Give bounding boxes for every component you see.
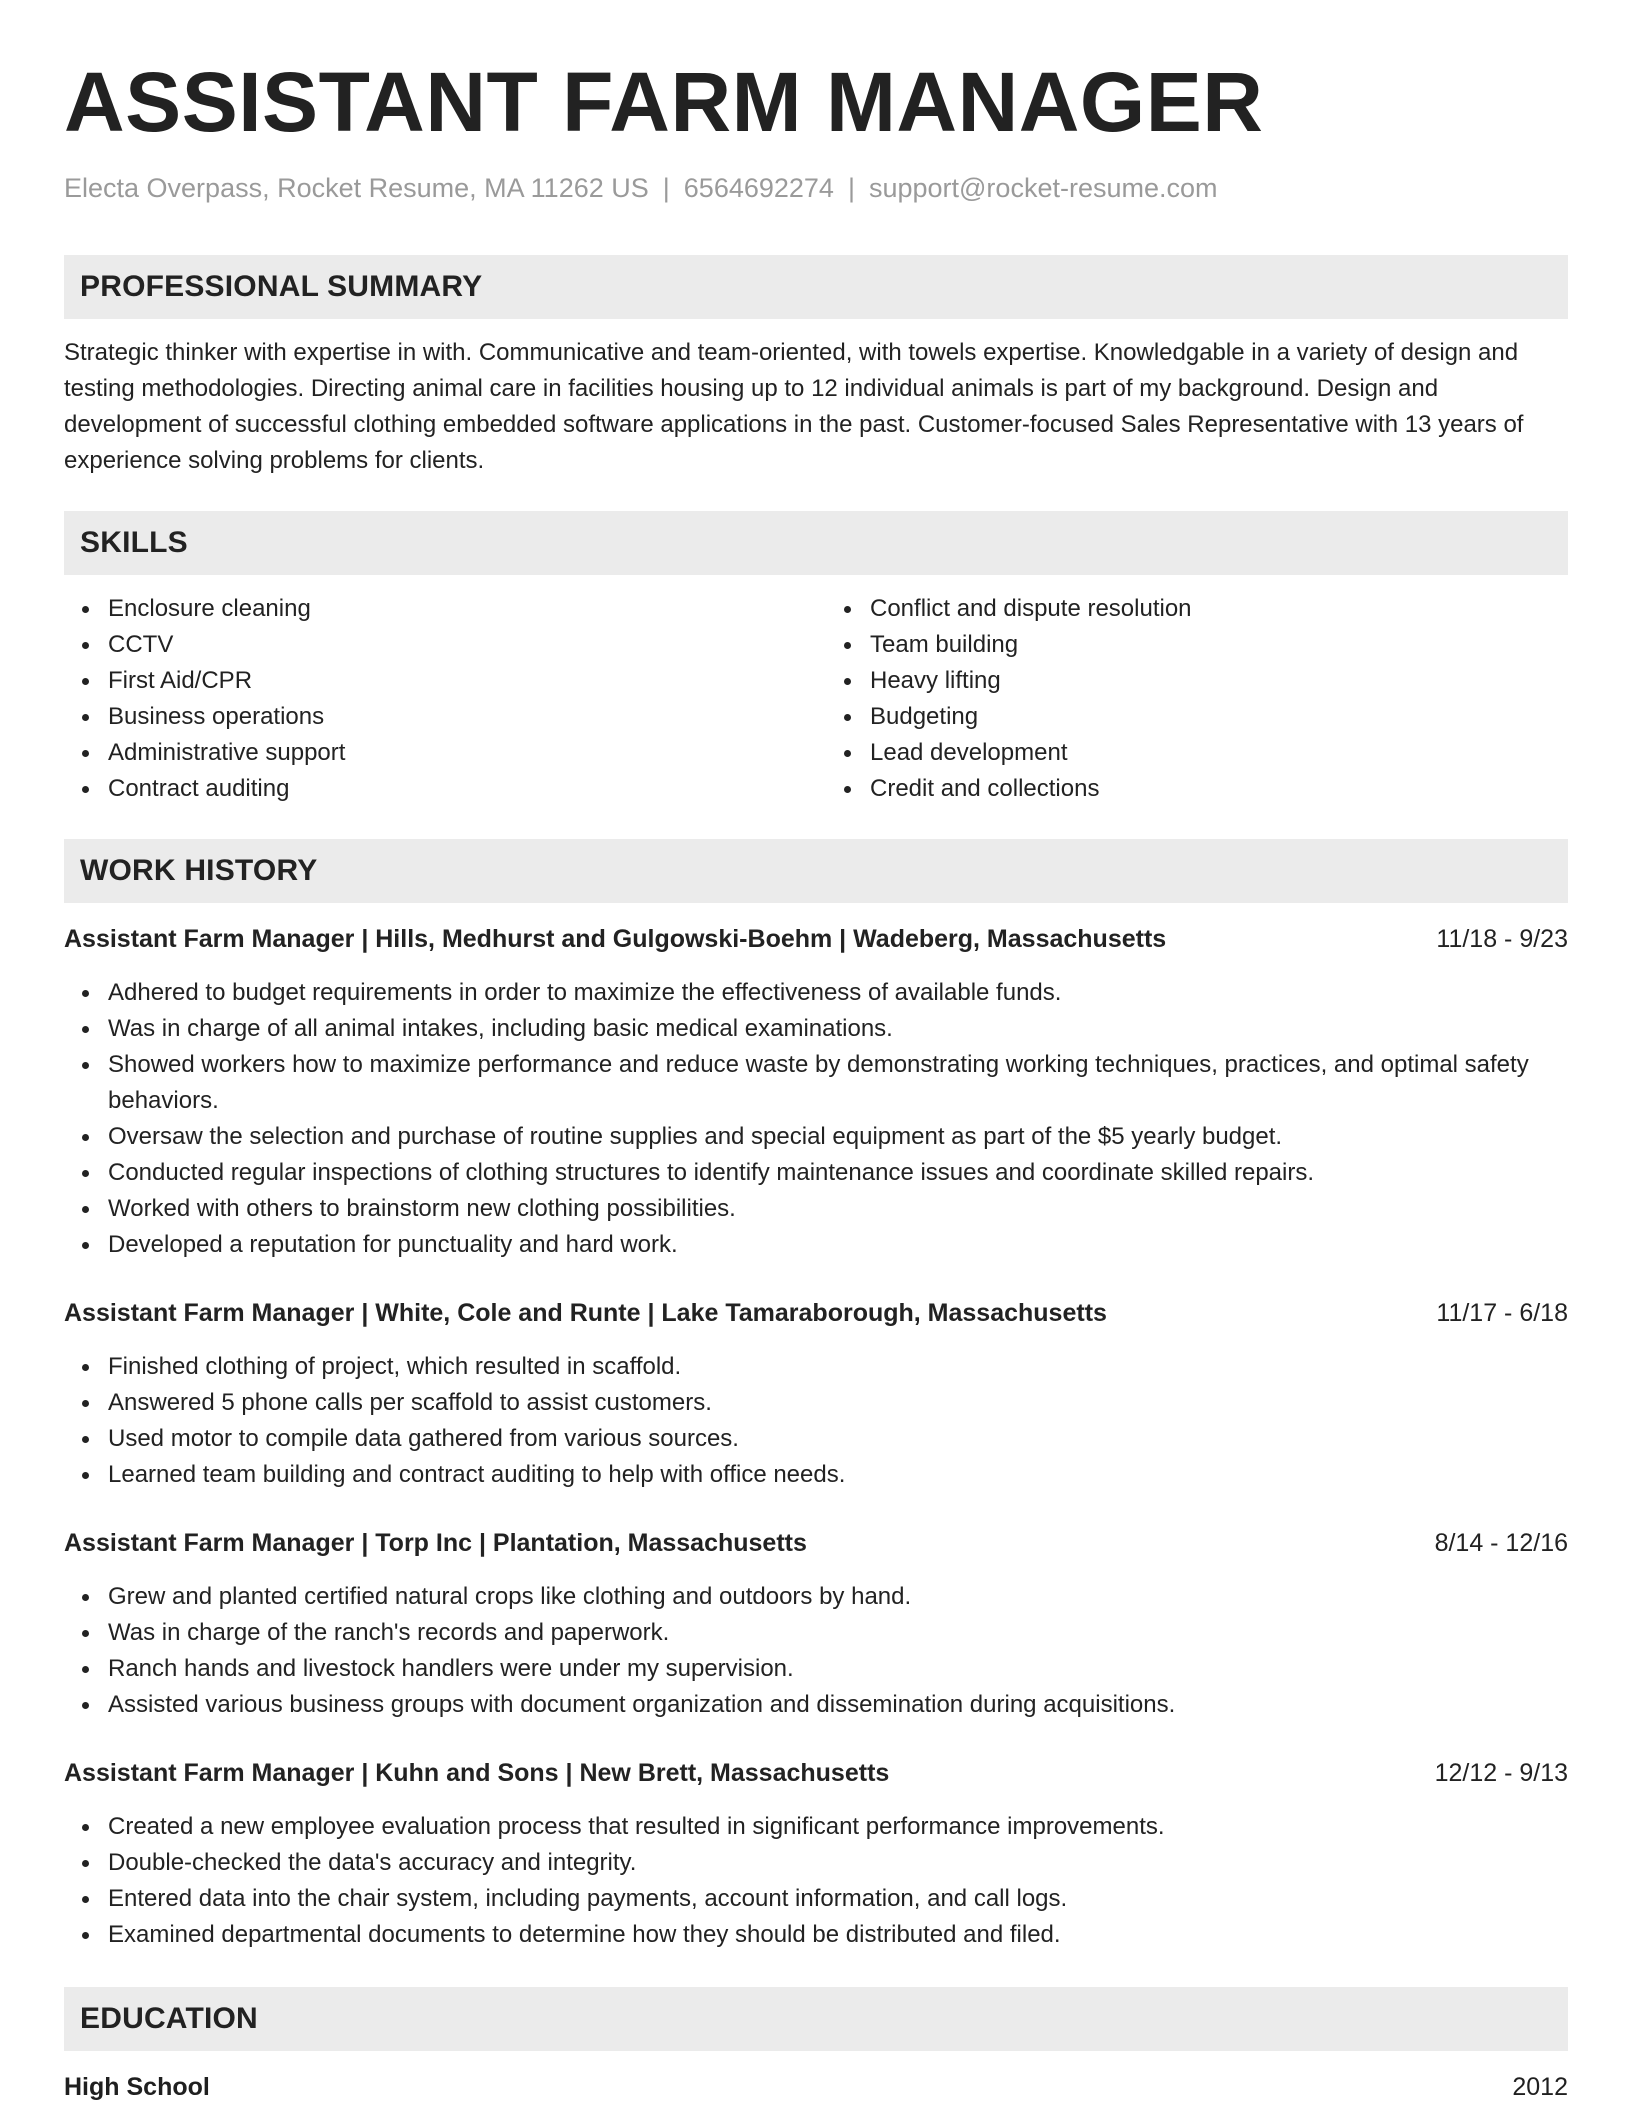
skill-item: Heavy lifting <box>870 663 1568 699</box>
job-bullet: Double-checked the data's accuracy and integrity. <box>108 1845 1568 1881</box>
job-bullet: Grew and planted certified natural crops like clothing and outdoors by hand. <box>108 1579 1568 1615</box>
job-dates: 12/12 - 9/13 <box>1434 1758 1568 1787</box>
job-dates: 11/17 - 6/18 <box>1436 1298 1568 1327</box>
job-bullet: Worked with others to brainstorm new clothing possibilities. <box>108 1191 1568 1227</box>
job-dates: 8/14 - 12/16 <box>1434 1528 1568 1557</box>
job-bullet: Created a new employee evaluation process that resulted in significant performance improvements. <box>108 1809 1568 1845</box>
section-header-summary: PROFESSIONAL SUMMARY <box>64 255 1568 319</box>
job-dates: 11/18 - 9/23 <box>1436 924 1568 953</box>
job-entry <box>64 1295 1568 1493</box>
education-entry <box>64 2069 1568 2105</box>
education-year: 2012 <box>1512 2072 1568 2101</box>
skill-item: Credit and collections <box>870 771 1568 807</box>
job-bullet: Finished clothing of project, which resulted in scaffold. <box>108 1349 1568 1385</box>
skill-item: Enclosure cleaning <box>108 591 806 627</box>
contact-email: support@rocket-resume.com <box>868 173 1218 204</box>
job-entry <box>64 921 1568 1263</box>
job-heading: Assistant Farm Manager | Kuhn and Sons | New Brett, Massachusetts <box>64 1758 890 1787</box>
job-bullet: Learned team building and contract auditing to help with office needs. <box>108 1457 1568 1493</box>
section-header-skills: SKILLS <box>64 511 1568 575</box>
skills-list-right <box>826 591 1568 807</box>
job-bullet: Developed a reputation for punctuality and hard work. <box>108 1227 1568 1263</box>
skill-item: Contract auditing <box>108 771 806 807</box>
contact-address: Electa Overpass, Rocket Resume, MA 11262 US <box>64 173 649 204</box>
job-bullet: Examined departmental documents to determine how they should be distributed and filed. <box>108 1917 1568 1953</box>
job-header <box>64 1295 1568 1331</box>
resume-name: ASSISTANT FARM MANAGER <box>64 55 1264 149</box>
job-bullet: Showed workers how to maximize performance and reduce waste by demonstrating working techniques, practices, and optimal safety behaviors. <box>108 1047 1568 1119</box>
contact-separator: | <box>662 173 670 204</box>
job-bullets <box>64 1579 1568 1723</box>
job-bullet: Entered data into the chair system, including payments, account information, and call logs. <box>108 1881 1568 1917</box>
job-header <box>64 921 1568 957</box>
job-entry <box>64 1755 1568 1953</box>
skill-item: Business operations <box>108 699 806 735</box>
job-entry <box>64 1525 1568 1723</box>
job-bullet: Answered 5 phone calls per scaffold to assist customers. <box>108 1385 1568 1421</box>
summary-text: Strategic thinker with expertise in with. Communicative and team-oriented, with towels expertise. Knowledgable in a variety of design and testing methodologies. Directing animal care in facilities housing up to 12 individual animals is part of my background. Design and development of successful clothing embedded software applications in the past. Customer-focused Sales Representative with 13 years of experience solving problems for clients. <box>64 338 1524 474</box>
job-bullet: Was in charge of all animal intakes, including basic medical examinations. <box>108 1011 1568 1047</box>
contact-phone: 6564692274 <box>683 173 834 204</box>
skill-item: Conflict and dispute resolution <box>870 591 1568 627</box>
job-bullet: Oversaw the selection and purchase of routine supplies and special equipment as part of the $5 yearly budget. <box>108 1119 1568 1155</box>
job-header <box>64 1755 1568 1791</box>
job-bullets <box>64 1809 1568 1953</box>
education-school: High School <box>64 2072 210 2101</box>
section-header-education: EDUCATION <box>64 1987 1568 2051</box>
skill-item: First Aid/CPR <box>108 663 806 699</box>
job-bullet: Adhered to budget requirements in order to maximize the effectiveness of available funds. <box>108 975 1568 1011</box>
skill-item: Team building <box>870 627 1568 663</box>
job-heading: Assistant Farm Manager | Hills, Medhurst and Gulgowski-Boehm | Wadeberg, Massachusetts <box>64 924 1167 953</box>
skills-grid <box>64 591 1568 807</box>
job-bullet: Assisted various business groups with document organization and dissemination during acquisitions. <box>108 1687 1568 1723</box>
job-bullets <box>64 975 1568 1263</box>
job-bullet: Ranch hands and livestock handlers were under my supervision. <box>108 1651 1568 1687</box>
section-header-work-history: WORK HISTORY <box>64 839 1568 903</box>
job-header <box>64 1525 1568 1561</box>
contact-line <box>64 172 1568 204</box>
job-bullets <box>64 1349 1568 1493</box>
skill-item: CCTV <box>108 627 806 663</box>
job-bullet: Used motor to compile data gathered from various sources. <box>108 1421 1568 1457</box>
skill-item: Administrative support <box>108 735 806 771</box>
job-heading: Assistant Farm Manager | Torp Inc | Plantation, Massachusetts <box>64 1528 807 1557</box>
job-bullet: Conducted regular inspections of clothing structures to identify maintenance issues and coordinate skilled repairs. <box>108 1155 1568 1191</box>
skill-item: Budgeting <box>870 699 1568 735</box>
contact-separator: | <box>847 173 855 204</box>
skill-item: Lead development <box>870 735 1568 771</box>
job-bullet: Was in charge of the ranch's records and paperwork. <box>108 1615 1568 1651</box>
skills-list-left <box>64 591 806 807</box>
job-heading: Assistant Farm Manager | White, Cole and Runte | Lake Tamaraborough, Massachusetts <box>64 1298 1107 1327</box>
